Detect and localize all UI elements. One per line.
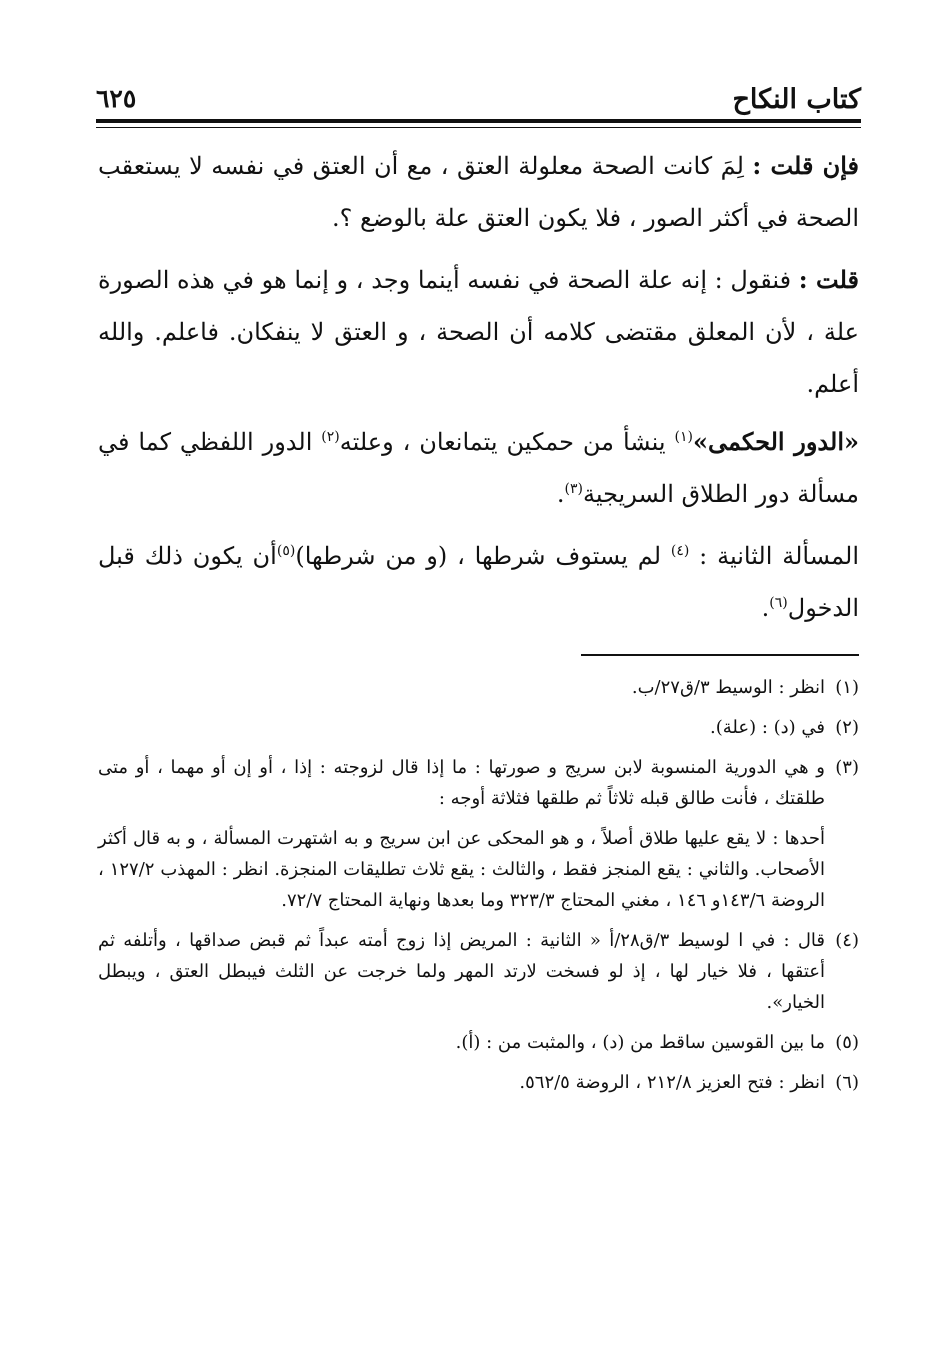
- paragraph-4-text-c: أن يكون ذلك قبل الدخول: [98, 542, 859, 622]
- paragraph-3-text-a: ينشأ من حمكين يتمانعان ، وعلته: [339, 428, 675, 456]
- paragraph-2: [98, 254, 859, 410]
- footnote-ref-2: (٢): [321, 429, 340, 445]
- footnote-2-text: في (د) : (علة).: [709, 717, 825, 738]
- footnote-3-continuation: أحدها : لا يقع عليها طلاق أصلاً ، و هو المحكى عن ابن سريج و به اشتهرت المسألة ، و به قال أكثر الأصحاب. والثاني : يقع المنجز فقط ، والثالث : يقع ثلاث تطليقات المنجزة. انظر : المهذب ١٢٧/٢ ، الروضة ١٤٣/٦و ١٤٦ ، مغني المحتاج ٣٢٣/٣ وما بعدها ونهاية المحتاج ٧٢/٧.: [98, 828, 826, 911]
- page-header: [96, 82, 861, 118]
- footnote-ref-6: (٦): [769, 595, 788, 611]
- paragraph-3: [98, 416, 859, 520]
- footnote-5: [98, 1027, 859, 1058]
- paragraph-4-text-b: لم يستوف شرطها ، (و من شرطها): [295, 542, 671, 570]
- footnote-5-text: ما بين القوسين ساقط من (د) ، والمثبت من : (أ).: [455, 1032, 825, 1053]
- footnote-1-number: (١): [835, 677, 859, 698]
- paragraph-1-text: لِمَ كانت الصحة معلولة العتق ، مع أن العتق في نفسه لا يستعقب الصحة في أكثر الصور ، فلا يكون العتق علة بالوضع ؟.: [98, 152, 859, 232]
- paragraph-4-text-a: المسألة الثانية :: [689, 542, 859, 570]
- paragraph-1-lead: فإن قلت :: [752, 151, 860, 180]
- footnote-3-text: و هي الدورية المنسوبة لابن سريج و صورتها : ما إذا قال لزوجته : إذا ، أو إن أو مهما ، أو متى طلقتك ، فأنت طالق قبله ثلاثاً ثم طلقها فثلاثة أوجه :: [98, 757, 825, 809]
- footnote-3-number: (٣): [835, 757, 859, 778]
- footnote-4-number: (٤): [835, 930, 859, 951]
- footnote-2: [98, 712, 859, 743]
- footnote-1: [98, 672, 859, 703]
- footnote-2-number: (٢): [835, 717, 859, 738]
- main-text: [98, 140, 859, 644]
- footnote-4-text: قال : في ا لوسيط ٣/ق٢٨/أ « الثانية : المريض إذا زوج أمته عبداً ثم قبض صداقها ، وأتلفه ثم أعتقها ، فلا خيار لها ، إذ لو فسخت لارتد المهر ولما خرجت عن الثلث فيبطل العتق ، ويبطل الخيار».: [98, 930, 825, 1013]
- paragraph-3-text-c: .: [556, 480, 565, 508]
- footnote-ref-4: (٤): [670, 543, 690, 559]
- footnote-6-number: (٦): [835, 1072, 859, 1093]
- footnote-4: [98, 925, 859, 1018]
- paragraph-3-text-b: الدور اللفظي كما في مسألة دور الطلاق السريجية: [98, 428, 859, 508]
- footnote-5-number: (٥): [835, 1032, 859, 1053]
- paragraph-4-text-d: .: [761, 594, 770, 622]
- footnote-6: [98, 1067, 859, 1098]
- paragraph-1: [98, 140, 859, 244]
- footnote-ref-1: (١): [674, 429, 693, 445]
- footnote-separator: [581, 654, 859, 656]
- header-rule-thick: [96, 119, 861, 123]
- footnote-1-text: انظر : الوسيط ٣/ق٢٧/ب.: [631, 677, 825, 698]
- paragraph-2-lead: قلت :: [798, 265, 859, 294]
- header-rule-thin: [96, 127, 861, 128]
- footnote-3: [98, 752, 859, 814]
- page-number: ٦٢٥: [96, 84, 137, 113]
- paragraph-4: [98, 530, 859, 634]
- running-title: كتاب النكاح: [732, 84, 861, 115]
- paragraph-3-lead: «الدور الحكمى»: [692, 427, 859, 456]
- paragraph-2-text: فنقول : إنه علة الصحة في نفسه أينما وجد ، و إنما هو في هذه الصورة علة ، لأن المعلق مقتضى كلامه أن الصحة ، و العتق لا ينفكان. فاعلم. والله أعلم.: [98, 266, 859, 398]
- footnote-ref-5: (٥): [276, 543, 296, 559]
- footnotes: [98, 672, 859, 1107]
- footnote-6-text: انظر : فتح العزيز ٢١٢/٨ ، الروضة ٥٦٢/٥.: [519, 1072, 825, 1093]
- footnote-ref-3: (٣): [564, 481, 583, 497]
